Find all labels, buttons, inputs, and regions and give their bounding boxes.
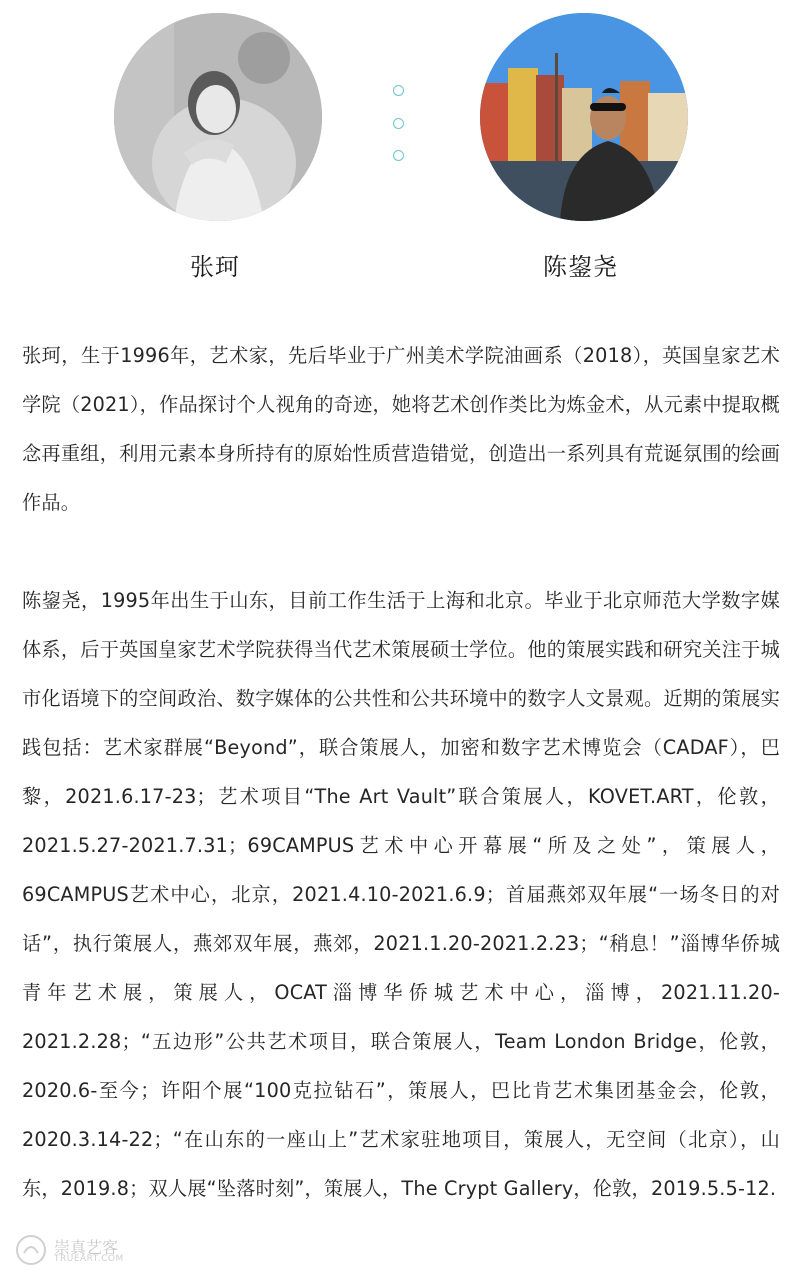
- curator-bio-chen-junyao: 陈鋆尧，1995年出生于山东，目前工作生活于上海和北京。毕业于北京师范大学数字媒体系，后于英国皇家艺术学院获得当代艺术策展硕士学位。他的策展实践和研究关注于城市化语境下的空间政治、数字媒体的公共性和公共环境中的数字人文景观。近期的策展实践包括：艺术家群展“Beyond”，联合策展人，加密和数字艺术博览会（CADAF），巴黎，2021.6.17-23；艺术项目“The Art Vault”联合策展人，KOVET.ART，伦敦，2021.5.27-2021.7.31；69CAMPUS艺术中心开幕展“所及之处”，策展人，69CAMPUS艺术中心，北京，2021.4.10-2021.6.9；首届燕郊双年展“一场冬日的对话”，执行策展人，燕郊双年展，燕郊，2021.1.20-2021.2.23；“稍息！”淄博华侨城青年艺术展，策展人，OCAT淄博华侨城艺术中心，淄博，2021.11.20-2021.2.28；“五边形”公共艺术项目，联合策展人，Team London Bridge，伦敦，2020.6-至今；许阳个展“100克拉钻石”，策展人，巴比肯艺术集团基金会，伦敦，2020.3.14-22；“在山东的一座山上”艺术家驻地项目，策展人，无空间（北京），山东，2019.8；双人展“坠落时刻”，策展人，The Crypt Gallery，伦敦，2019.5.5-12.: [22, 589, 780, 1200]
- portrait-photo-color: [480, 13, 688, 221]
- artist-name: 张珂: [190, 253, 240, 281]
- watermark-text: 崇真艺客: [54, 1238, 119, 1257]
- watermark-subtext: TRUEART.COM: [54, 1254, 124, 1264]
- connector-dot: [393, 85, 404, 96]
- artist-profiles: [0, 0, 800, 300]
- site-watermark: [14, 1233, 134, 1273]
- curator-name: 陈鋆尧: [543, 253, 618, 281]
- connector-dots: [393, 85, 407, 183]
- connector-dot: [393, 118, 404, 129]
- portrait-photo-greyscale: [114, 13, 322, 221]
- artist-portrait-chen-junyao: [480, 13, 688, 221]
- watermark-logo-icon: [14, 1233, 48, 1267]
- artist-portrait-zhang-ke: [114, 13, 322, 221]
- connector-dot: [393, 150, 404, 161]
- artist-bio-zhang-ke: 张珂，生于1996年，艺术家，先后毕业于广州美术学院油画系（2018），英国皇家艺术学院（2021），作品探讨个人视角的奇迹，她将艺术创作类比为炼金术，从元素中提取概念再重组，利用元素本身所持有的原始性质营造错觉，创造出一系列具有荒诞氛围的绘画作品。: [22, 344, 780, 514]
